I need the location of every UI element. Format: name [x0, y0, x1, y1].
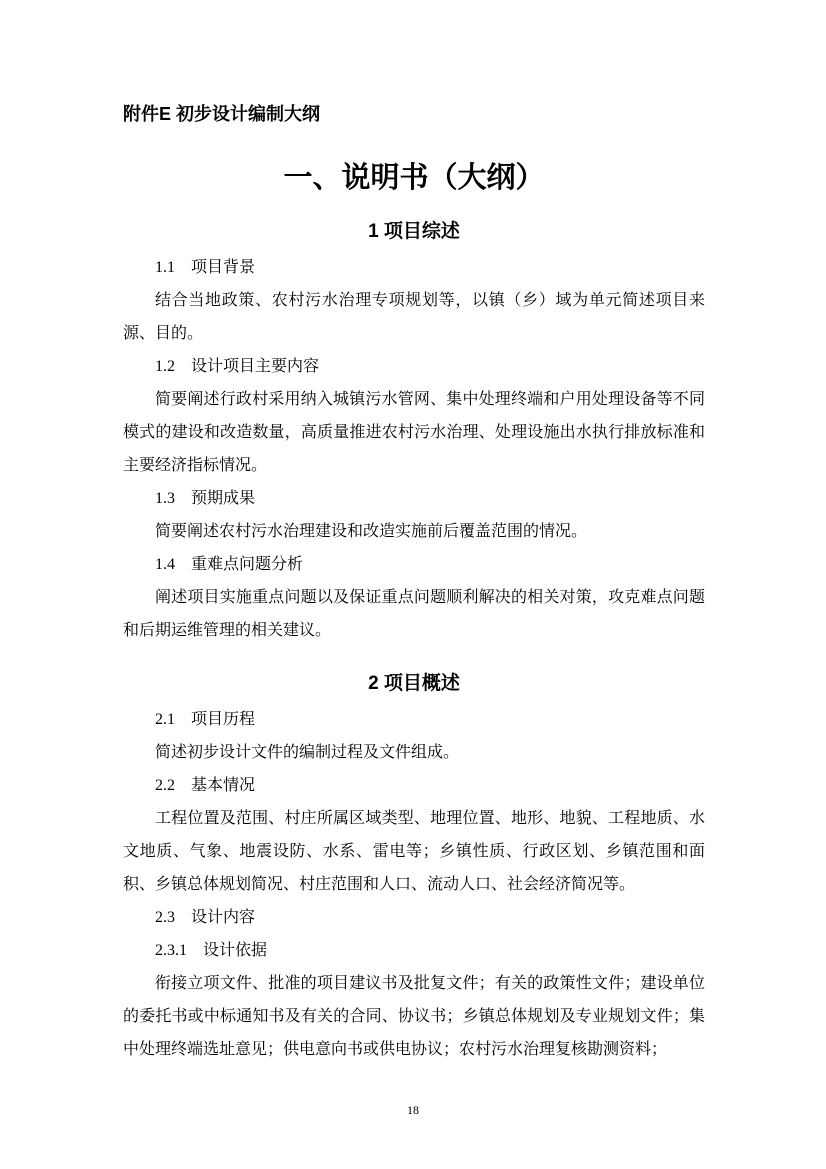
clause-1-1-heading: 1.1 项目背景 [155, 259, 256, 276]
clause-2-1-body: 简述初步设计文件的编制过程及文件组成。 [155, 744, 460, 761]
clause-2-2-body: 工程位置及范围、村庄所属区域类型、地理位置、地形、地貌、工程地质、水文地质、气象、地震设防、水系、雷电等；乡镇性质、行政区划、乡镇范围和面积、乡镇总体规划简况、村庄范围和人口、流动人口、社会经济简况等。 [123, 810, 705, 893]
clause-1-2-heading: 1.2 设计项目主要内容 [155, 358, 320, 375]
clause-2-3-1-body: 衔接立项文件、批准的项目建议书及批复文件；有关的政策性文件；建设单位的委托书或中标通知书及有关的合同、协议书；乡镇总体规划及专业规划文件；集中处理终端选址意见；供电意向书或供电协议；农村污水治理复核勘测资料； [123, 975, 705, 1058]
clause-2-1-heading: 2.1 项目历程 [155, 711, 256, 728]
clause-1-3-body: 简要阐述农村污水治理建设和改造实施前后覆盖范围的情况。 [155, 523, 588, 540]
document-title: 一、说明书（大纲） [283, 162, 545, 194]
clause-2-3-heading: 2.3 设计内容 [155, 909, 256, 926]
clause-1-4-heading: 1.4 重难点问题分析 [155, 556, 304, 573]
clause-2-2-heading: 2.2 基本情况 [155, 777, 256, 794]
clause-1-1-body: 结合当地政策、农村污水治理专项规划等，以镇（乡）域为单元简述项目来源、目的。 [123, 292, 705, 342]
clause-1-2-body: 简要阐述行政村采用纳入城镇污水管网、集中处理终端和户用处理设备等不同模式的建设和改造数量，高质量推进农村污水治理、处理设施出水执行排放标准和主要经济指标情况。 [123, 391, 705, 474]
appendix-title: 附件E 初步设计编制大纲 [123, 104, 321, 124]
clause-1-3-heading: 1.3 预期成果 [155, 490, 256, 507]
clause-2-3-1-heading: 2.3.1 设计依据 [155, 942, 268, 959]
section-2-heading: 2 项目概述 [368, 673, 460, 694]
page-number: 18 [407, 1103, 419, 1117]
clause-1-4-body: 阐述项目实施重点问题以及保证重点问题顺利解决的相关对策，攻克难点问题和后期运维管理的相关建议。 [123, 589, 705, 639]
section-1-heading: 1 项目综述 [368, 221, 460, 242]
